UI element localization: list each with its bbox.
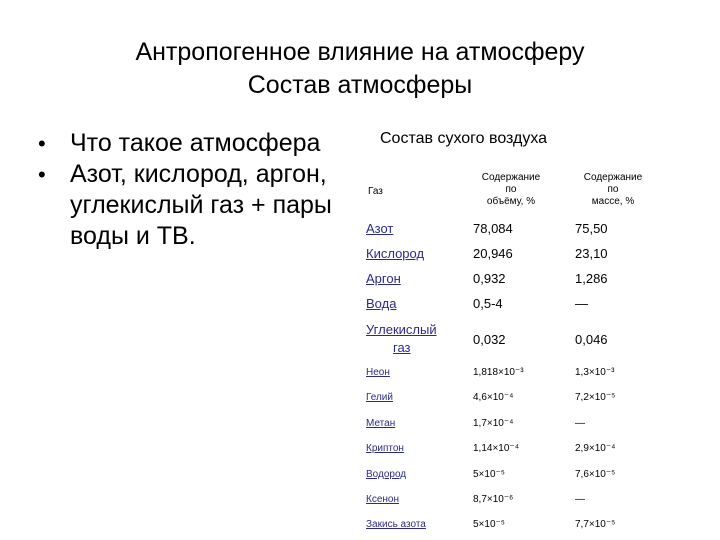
- volume-cell: 4,6×10⁻⁴: [473, 392, 514, 403]
- gas-link[interactable]: Аргон: [366, 271, 401, 286]
- mass-cell: 1,3×10⁻³: [575, 367, 615, 378]
- gas-link[interactable]: Ксенон: [366, 494, 399, 505]
- table-row: [366, 367, 390, 378]
- bullet-text: Азот, кислород, аргон, углекислый газ + пары воды и ТВ.: [70, 160, 332, 250]
- gas-link[interactable]: газ: [393, 340, 411, 355]
- mass-cell: 2,9×10⁻⁴: [575, 443, 616, 454]
- bullet-text: Что такое атмосфера: [70, 129, 321, 157]
- table-title: Состав сухого воздуха: [380, 130, 548, 147]
- table-row: [366, 322, 437, 337]
- volume-cell: 1,14×10⁻⁴: [473, 443, 520, 454]
- mass-cell: 7,2×10⁻⁵: [575, 392, 616, 403]
- gas-link[interactable]: Кислород: [366, 246, 425, 261]
- mass-cell: —: [575, 418, 585, 429]
- volume-cell: 0,5-4: [473, 296, 503, 311]
- header-mass: Содержание по массе, %: [583, 172, 643, 207]
- volume-cell: 1,7×10⁻⁴: [473, 418, 514, 429]
- mass-cell: —: [575, 494, 585, 505]
- header-gas: Газ: [368, 186, 383, 197]
- table-row: [366, 221, 393, 236]
- mass-cell: —: [575, 296, 588, 311]
- bullet-item: [38, 128, 338, 159]
- title-line-1: Антропогенное влияние на атмосферу: [135, 38, 585, 66]
- mass-cell: 0,046: [575, 332, 608, 347]
- volume-cell: 0,932: [473, 271, 506, 286]
- volume-cell: 1,818×10⁻³: [473, 367, 524, 378]
- table-row: [366, 418, 395, 429]
- table-row: [366, 494, 399, 505]
- mass-cell: 7,6×10⁻⁵: [575, 469, 616, 480]
- table-row: [366, 443, 404, 454]
- gas-link[interactable]: Вода: [366, 296, 397, 311]
- slide-title: [0, 36, 720, 102]
- volume-cell: 20,946: [473, 246, 513, 261]
- bullet-dot-icon: •: [38, 162, 46, 187]
- volume-cell: 78,084: [473, 221, 513, 236]
- gas-link[interactable]: Углекислый: [366, 322, 437, 337]
- table-row: [366, 519, 426, 530]
- volume-cell: 5×10⁻⁵: [473, 469, 505, 480]
- gas-link[interactable]: Метан: [366, 418, 396, 429]
- mass-cell: 7,7×10⁻⁵: [575, 519, 616, 530]
- gas-link[interactable]: Водород: [366, 469, 407, 480]
- gas-link[interactable]: Неон: [366, 367, 390, 378]
- table-row: [366, 392, 393, 403]
- bullet-dot-icon: •: [38, 131, 46, 156]
- table-row-continuation: [393, 340, 411, 355]
- mass-cell: 23,10: [575, 246, 608, 261]
- mass-cell: 75,50: [575, 221, 608, 236]
- title-line-2: Состав атмосферы: [247, 71, 473, 99]
- table-row: [366, 469, 406, 480]
- bullet-item: [38, 159, 338, 252]
- table-row: [366, 296, 396, 311]
- gas-link[interactable]: Криптон: [366, 443, 404, 454]
- mass-cell: 1,286: [575, 271, 608, 286]
- volume-cell: 0,032: [473, 332, 506, 347]
- header-volume: Содержание по объёму, %: [481, 172, 541, 207]
- gas-link[interactable]: Гелий: [366, 392, 393, 403]
- table-row: [366, 271, 401, 286]
- gas-link[interactable]: Азот: [366, 221, 394, 236]
- bullet-list: [38, 128, 338, 252]
- volume-cell: 8,7×10⁻⁶: [473, 494, 514, 505]
- gas-link[interactable]: Закись азота: [366, 519, 426, 530]
- volume-cell: 5×10⁻⁵: [473, 519, 505, 530]
- table-row: [366, 246, 424, 261]
